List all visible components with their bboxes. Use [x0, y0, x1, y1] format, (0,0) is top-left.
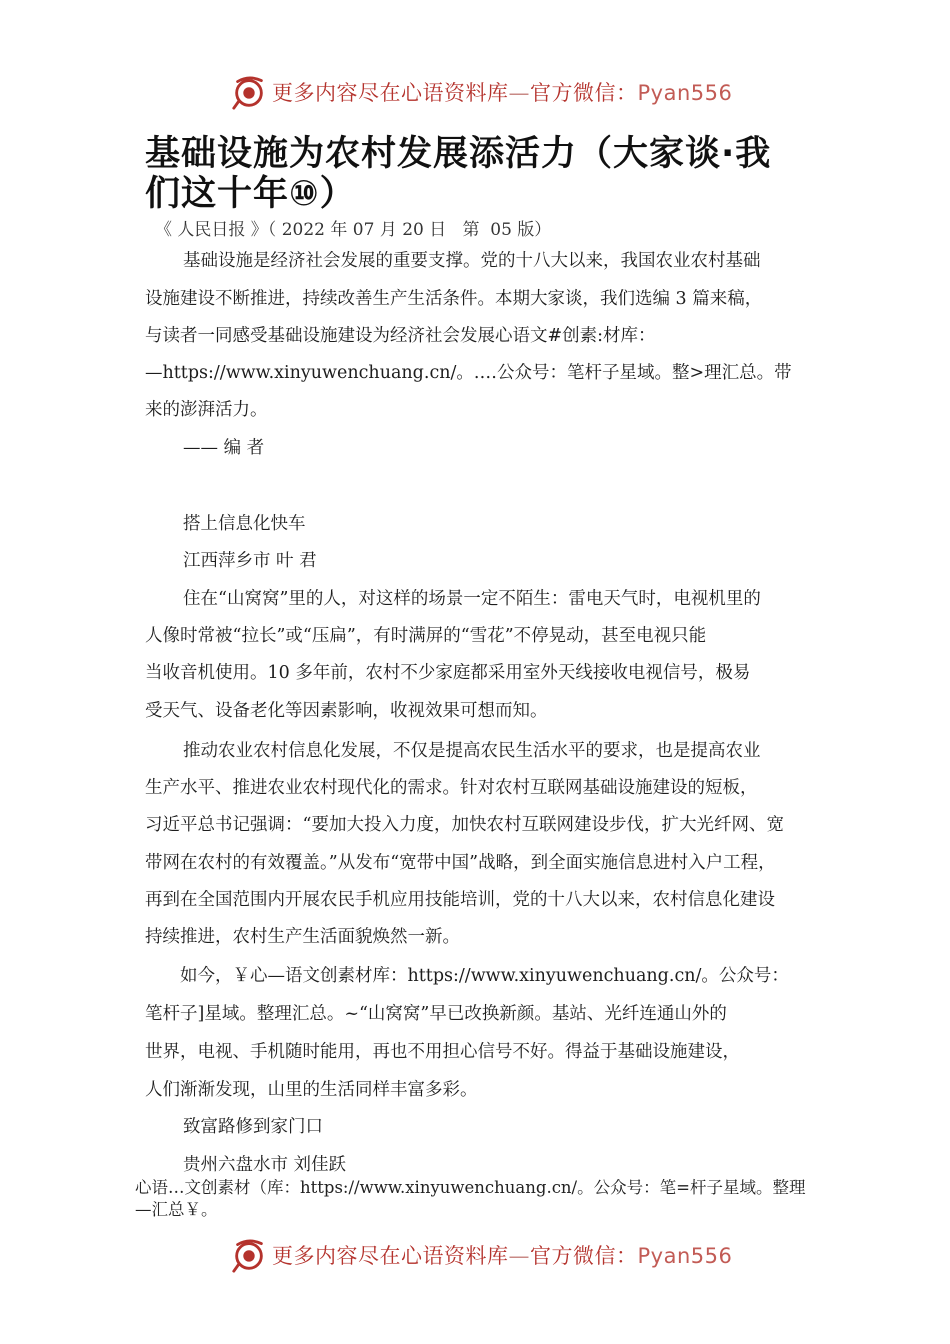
title-line-1: 基础设施为农村发展添活力（大家谈·我 — [145, 134, 772, 174]
header-banner — [0, 72, 950, 112]
text-line: 生产水平、推进农业农村现代化的需求。针对农村互联网基础设施建设的短板， — [145, 778, 758, 798]
banner-text — [272, 77, 732, 107]
article-source: 《 人民日报 》（ 2022 年 07 月 20 日 第 05 版） — [155, 220, 552, 240]
banner-handle: Pyan556 — [637, 81, 733, 105]
text-line: 来的澎湃活力。 — [145, 400, 268, 420]
author-line: 江西萍乡市 叶 君 — [183, 551, 317, 571]
text-line: —https://www.xinyuwenchuang.cn/。.…公众号：笔杆子星域。整>理汇总。带 — [145, 363, 792, 383]
text-line: 带网在农村的有效覆盖。”从发布“宽带中国”战略，到全面实施信息进村入户工程， — [145, 853, 776, 873]
banner-official-text: 官方微信： — [530, 81, 638, 105]
section-heading: 致富路修到家门口 — [183, 1117, 323, 1137]
brand-logo-icon — [230, 1236, 268, 1274]
author-line: 贵州六盘水市 刘佳跃 — [183, 1155, 347, 1175]
text-line: 住在“山窝窝”里的人，对这样的场景一定不陌生：雷电天气时，电视机里的 — [183, 589, 761, 609]
text-line: 基础设施是经济社会发展的重要支撑。党的十八大以来，我国农业农村基础 — [183, 251, 761, 271]
text-line: 受天气、设备老化等因素影响，收视效果可想而知。 — [145, 701, 548, 721]
article-title — [145, 134, 825, 214]
editor-signature: —— 编 者 — [183, 438, 265, 458]
text-line: 再到在全国范围内开展农民手机应用技能培训，党的十八大以来，农村信息化建设 — [145, 890, 775, 910]
banner-main-text: 更多内容尽在心语资料库 — [272, 1244, 509, 1268]
banner-text — [272, 1240, 732, 1270]
text-line: 人像时常被“拉长”或“压扁”，有时满屏的“雪花”不停晃动，甚至电视只能 — [145, 626, 707, 646]
footnote-line-2: —汇总￥。 — [135, 1200, 218, 1219]
text-line: 当收音机使用。10 多年前，农村不少家庭都采用室外天线接收电视信号，极易 — [145, 663, 751, 683]
brand-logo-icon — [230, 73, 268, 111]
footer-banner — [0, 1235, 950, 1275]
banner-main-text: 更多内容尽在心语资料库 — [272, 81, 509, 105]
text-line: 人们渐渐发现，山里的生活同样丰富多彩。 — [145, 1080, 478, 1100]
text-line: 习近平总书记强调：“要加大投入力度，加快农村互联网建设步伐，扩大光纤网、宽 — [145, 815, 784, 835]
text-line: 世界，电视、手机随时能用，再也不用担心信号不好。得益于基础设施建设， — [145, 1042, 740, 1062]
banner-handle: Pyan556 — [637, 1244, 733, 1268]
text-line: 推动农业农村信息化发展，不仅是提高农民生活水平的要求，也是提高农业 — [183, 741, 761, 761]
text-line: 与读者一同感受基础设施建设为经济社会发展心语文#创素:材库： — [145, 326, 656, 346]
banner-dash: — — [508, 81, 530, 105]
text-line: 如今，￥心—语文创素材库：https://www.xinyuwenchuang.cn/。公众号： — [180, 966, 789, 986]
text-line: 笔杆子]星域。整理汇总。~“山窝窝”早已改换新颜。基站、光纤连通山外的 — [145, 1004, 727, 1024]
banner-official-text: 官方微信： — [530, 1244, 638, 1268]
section-heading: 搭上信息化快车 — [183, 514, 306, 534]
text-line: 持续推进，农村生产生活面貌焕然一新。 — [145, 927, 460, 947]
footnote-line-1: 心语…文创素材（库：https://www.xinyuwenchuang.cn/。公众号：笔=杆子星域。整理 — [135, 1178, 806, 1197]
banner-dash: — — [508, 1244, 530, 1268]
title-line-2: 们这十年⑩） — [145, 174, 356, 214]
text-line: 设施建设不断推进，持续改善生产生活条件。本期大家谈，我们选编 3 篇来稿， — [145, 289, 763, 309]
